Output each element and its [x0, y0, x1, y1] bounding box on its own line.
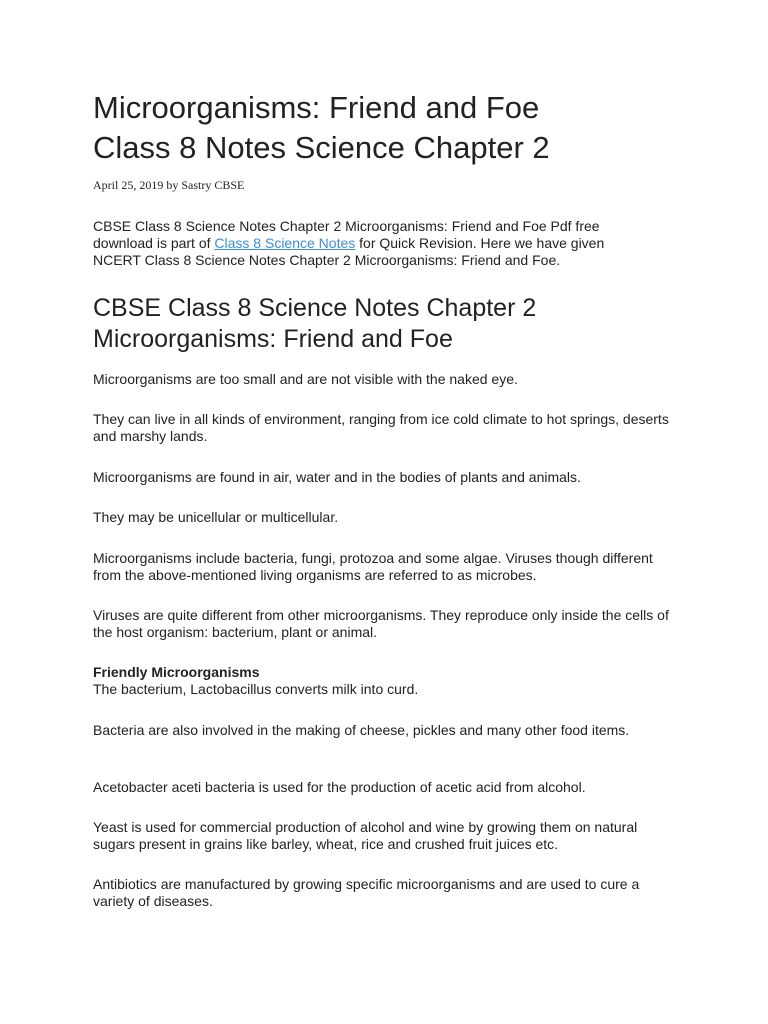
friendly-paragraph-2: Bacteria are also involved in the making of cheese, pickles and many other food items. — [93, 722, 630, 738]
author-name: Sastry CBSE — [181, 178, 245, 192]
friendly-paragraph-1: The bacterium, Lactobacillus converts milk into curd. — [93, 681, 419, 697]
paragraph-2: They can live in all kinds of environment, ranging from ice cold climate to hot springs, deserts and marshy lands. — [93, 411, 669, 444]
class-8-science-notes-link[interactable]: Class 8 Science Notes — [214, 235, 356, 251]
intro-paragraph — [93, 218, 653, 269]
title-line-1: Microorganisms: Friend and Foe — [93, 90, 540, 125]
friendly-paragraph-3: Acetobacter aceti bacteria is used for the production of acetic acid from alcohol. — [93, 779, 586, 795]
intro-text-end: for Quick Revision. Here we have given NCERT Class 8 Science Notes Chapter 2 Microorganisms: Friend and Foe. — [93, 235, 605, 268]
section-title-line-2: Microorganisms: Friend and Foe — [93, 325, 453, 353]
paragraph-1: Microorganisms are too small and are not visible with the naked eye. — [93, 371, 518, 387]
friendly-paragraph-5: Antibiotics are manufactured by growing specific microorganisms and are used to cure a variety of diseases. — [93, 876, 640, 909]
paragraph-5: Microorganisms include bacteria, fungi, protozoa and some algae. Viruses though different from the above-mentioned living organisms are referred to as microbes. — [93, 550, 653, 583]
post-date: April 25, 2019 — [93, 178, 164, 192]
byline — [93, 178, 244, 193]
paragraph-3: Microorganisms are found in air, water and in the bodies of plants and animals. — [93, 469, 581, 485]
friendly-section — [93, 664, 683, 698]
page-title — [93, 88, 693, 168]
section-title — [93, 293, 653, 355]
paragraph-4: They may be unicellular or multicellular. — [93, 509, 339, 525]
title-line-2: Class 8 Notes Science Chapter 2 — [93, 130, 550, 165]
section-title-line-1: CBSE Class 8 Science Notes Chapter 2 — [93, 294, 537, 322]
byline-by: by — [166, 178, 179, 192]
friendly-heading: Friendly Microorganisms — [93, 664, 260, 680]
paragraph-6: Viruses are quite different from other microorganisms. They reproduce only inside the cells of the host organism: bacterium, plant or animal. — [93, 607, 669, 640]
intro-text-start: CBSE Class 8 Science Notes Chapter 2 Microorganisms: Friend and Foe Pdf free download is part of — [93, 218, 600, 251]
friendly-paragraph-4: Yeast is used for commercial production of alcohol and wine by growing them on natural sugars present in grains like barley, wheat, rice and crushed fruit juices etc. — [93, 819, 638, 852]
